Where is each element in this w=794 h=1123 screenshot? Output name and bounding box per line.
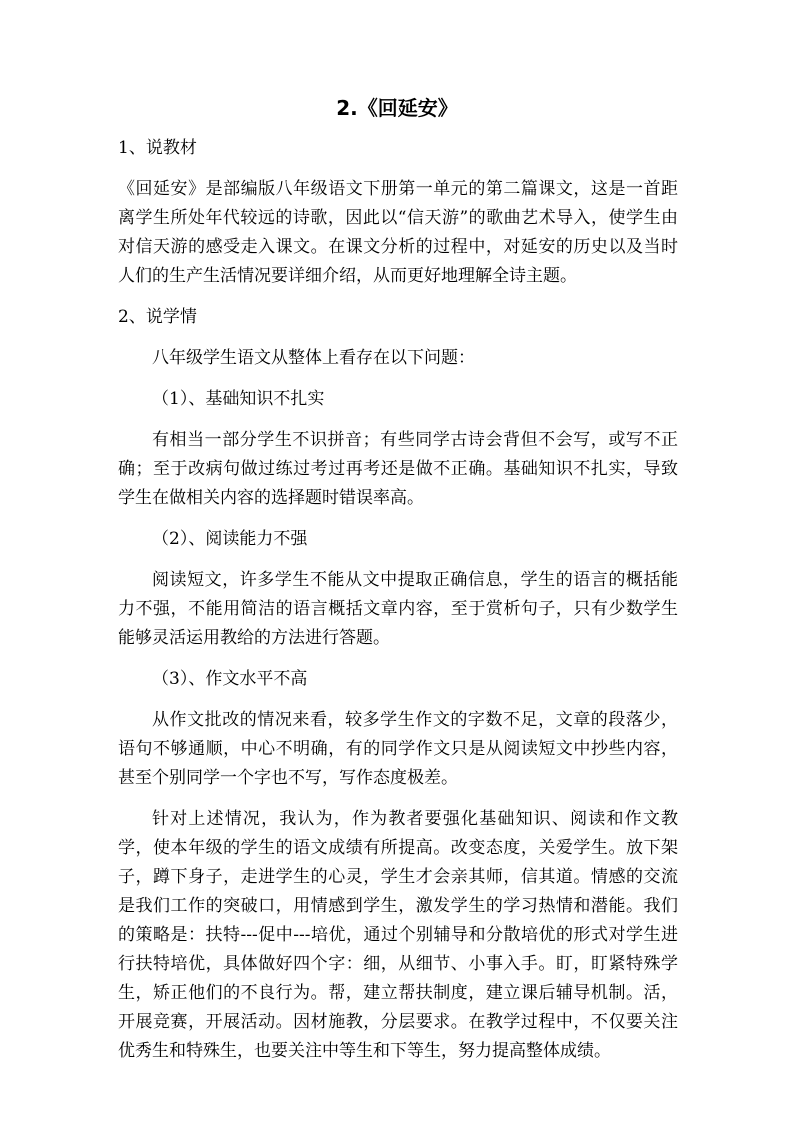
paragraph-conclusion: 针对上述情况，我认为，作为教者要强化基础知识、阅读和作文教学，使本年级的学生的语文成绩有所提高。改变态度，关爱学生。放下架子，蹲下身子，走进学生的心灵，学生才会亲其师，信其道。情感的交流是我们工作的突破口，用情感到学生，激发学生的学习热情和潜能。我们的策略是：扶特---促中---培优，通过个别辅导和分散培优的形式对学生进行扶特培优，具体做好四个字：细，从细节、小事入手。盯，盯紧特殊学生，矫正他们的不良行为。帮，建立帮扶制度，建立课后辅导机制。活，开展竞赛，开展活动。因材施教，分层要求。在教学过程中，不仅要关注优秀生和特殊生，也要关注中等生和下等生，努力提高整体成绩。 <box>118 809 678 1061</box>
paragraph-learning-situation-intro: 八年级学生语文从整体上看存在以下问题： <box>152 348 475 368</box>
paragraph-basic-knowledge: 有相当一部分学生不识拼音；有些同学古诗会背但不会写，或写不正确；至于改病句做过练过考过再考还是做不正确。基础知识不扎实，导致学生在做相关内容的选择题时错误率高。 <box>118 430 678 508</box>
paragraph-reading-ability: 阅读短文，许多学生不能从文中提取正确信息，学生的语言的概括能力不强，不能用简洁的语言概括文章内容，至于赏析句子，只有少数学生能够灵活运用教给的方法进行答题。 <box>118 570 678 648</box>
subheading-basic-knowledge: （1）、基础知识不扎实 <box>152 389 325 409</box>
section-heading-teaching-material: 1、说教材 <box>118 138 197 158</box>
page-title: 2.《回延安》 <box>336 96 458 120</box>
paragraph-teaching-material: 《回延安》是部编版八年级语文下册第一单元的第二篇课文，这是一首距离学生所处年代较远的诗歌，因此以“信天游”的歌曲艺术导入，使学生由对信天游的感受走入课文。在课文分析的过程中，对延安的历史以及当时人们的生产生活情况要详细介绍，从而更好地理解全诗主题。 <box>118 179 678 286</box>
subheading-writing-level: （3）、作文水平不高 <box>152 669 308 689</box>
section-heading-learning-situation: 2、说学情 <box>118 307 197 327</box>
document-body <box>118 134 678 1066</box>
subheading-reading-ability: （2）、阅读能力不强 <box>152 529 308 549</box>
paragraph-writing-level: 从作文批改的情况来看，较多学生作文的字数不足，文章的段落少，语句不够通顺，中心不明确，有的同学作文只是从阅读短文中抄些内容，甚至个别同学一个字也不写，写作态度极差。 <box>118 710 678 788</box>
